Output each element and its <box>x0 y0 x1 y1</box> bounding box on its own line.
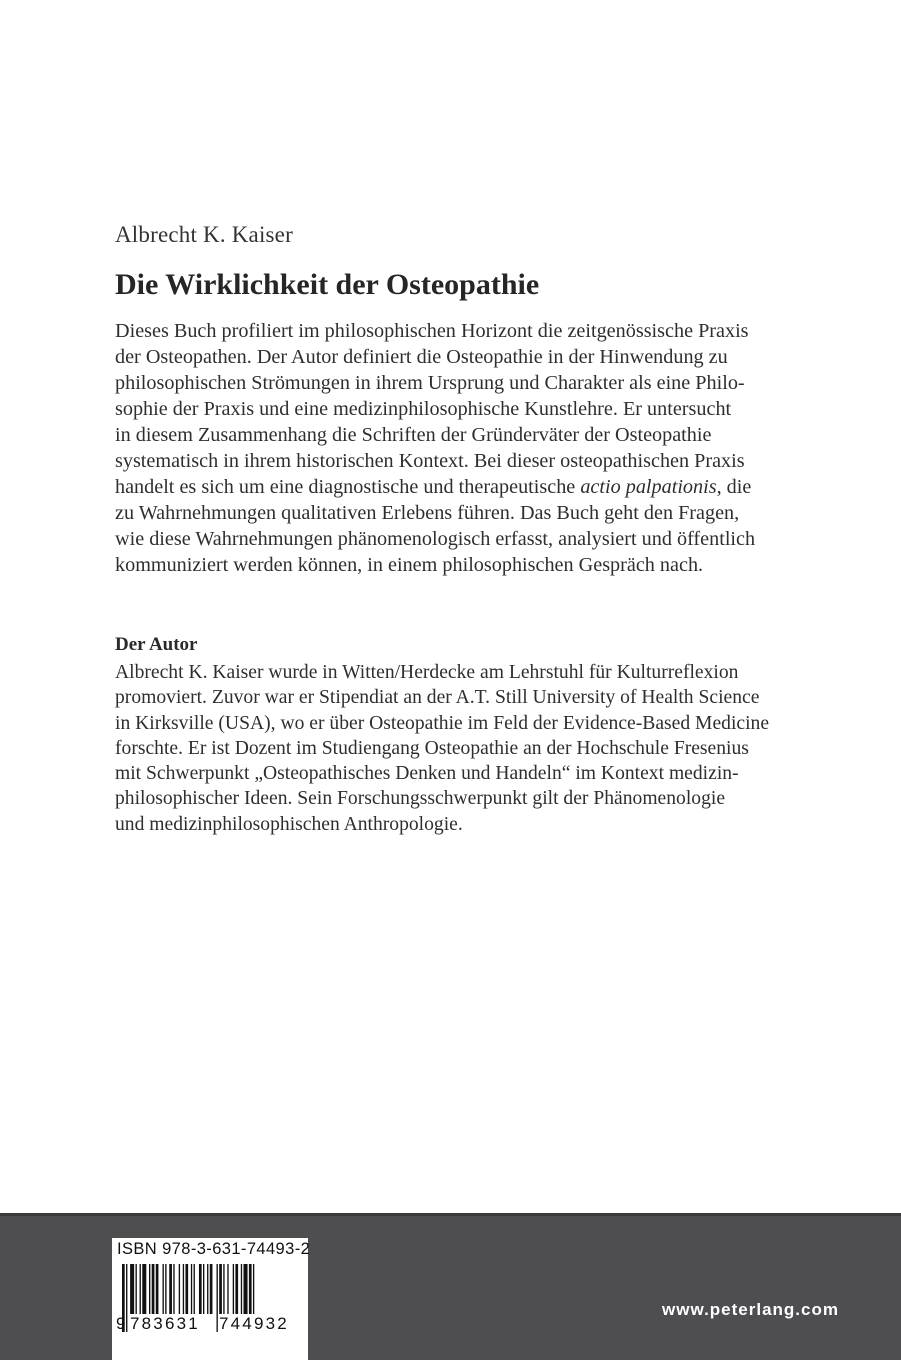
blurb-line: kommuniziert werden können, in einem philosophischen Gespräch nach. <box>115 554 704 576</box>
blurb-text: , die <box>716 476 752 498</box>
about-line: philosophischer Ideen. Sein Forschungsschwerpunkt gilt der Phänomenologie <box>115 788 726 810</box>
blurb-line: Dieses Buch profiliert im philosophischen Horizont die zeitgenössische Praxis <box>115 320 749 342</box>
barcode-digit-first: 9 <box>116 1314 126 1333</box>
publisher-website: www.peterlang.com <box>662 1300 839 1319</box>
barcode-digit-group: 744932 <box>218 1314 303 1334</box>
about-line: und medizinphilosophischen Anthropologie. <box>115 813 463 835</box>
about-line: Albrecht K. Kaiser wurde in Witten/Herdecke am Lehrstuhl für Kulturreflexion <box>115 662 739 683</box>
blurb-line: zu Wahrnehmungen qualitativen Erlebens führen. Das Buch geht den Fragen, <box>115 502 740 524</box>
blurb-text: handelt es sich um eine diagnostische und therapeutische <box>115 476 581 498</box>
about-line: in Kirksville (USA), wo er über Osteopathie im Feld der Evidence-Based Medicine <box>115 712 770 734</box>
about-line: forschte. Er ist Dozent im Studiengang Osteopathie an der Hochschule Fresenius <box>115 737 749 759</box>
blurb-italic-term: actio palpationis <box>580 476 717 498</box>
book-title: Die Wirklichkeit der Osteopathie <box>115 268 540 301</box>
blurb-line: systematisch in ihrem historischen Kontext. Bei dieser osteopathischen Praxis <box>115 450 745 472</box>
barcode-digit-group: 783631 <box>129 1314 214 1334</box>
blurb-line: wie diese Wahrnehmungen phänomenologisch erfasst, analysiert und öffentlich <box>115 528 756 550</box>
about-author-text <box>115 660 855 837</box>
blurb-line: in diesem Zusammenhang die Schriften der Gründerväter der Osteopathie <box>115 424 712 446</box>
isbn-text: ISBN 978-3-631-74493-2 <box>117 1240 311 1258</box>
blurb-line <box>115 474 855 500</box>
about-line: promoviert. Zuvor war er Stipendiat an der A.T. Still University of Health Science <box>115 687 760 709</box>
blurb-line: sophie der Praxis und eine medizinphilosophische Kunstlehre. Er untersucht <box>115 398 732 420</box>
book-blurb <box>115 318 855 578</box>
footer-top-rule <box>0 1213 901 1216</box>
author-name: Albrecht K. Kaiser <box>115 222 293 247</box>
blurb-line: philosophischen Strömungen in ihrem Ursprung und Charakter als eine Philo- <box>115 372 745 394</box>
blurb-line: der Osteopathen. Der Autor definiert die Osteopathie in der Hinwendung zu <box>115 346 728 368</box>
barcode-label <box>112 1238 311 1360</box>
about-line: mit Schwerpunkt „Osteopathisches Denken und Handeln“ im Kontext medizin- <box>115 763 739 785</box>
barcode-digits <box>116 1314 306 1334</box>
about-author-heading: Der Autor <box>115 634 198 655</box>
